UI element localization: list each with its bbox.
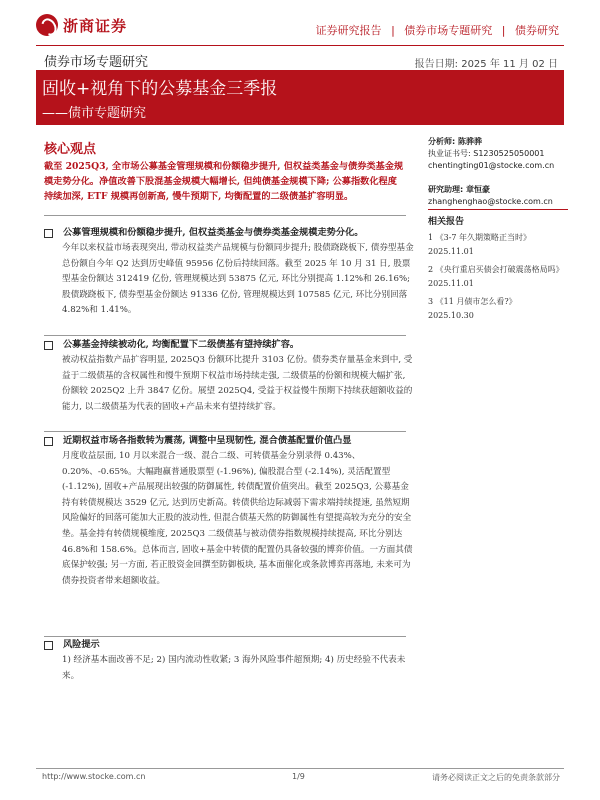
section-3-body: 月度收益层面, 10 月以来混合一级、混合二级、可转债基金分别录得 0.43%、0.20%、-0.65%。大幅跑赢普通股票型 (-1.96%), 偏股混合型 (-2.14%), 灵活配置型 (-1.12%), 固收+产品展现出较强的防御属性, 转债配置价值突出。截至 2025Q3, 公募基金持有转债规模达 3529 亿元, 达到历史新高。转债供给边际减弱下需求端持续提速, 虽然短期风险偏好的回落可能加大正股的波动性, 但混合债基天然的防御属性有望提高较为充分的安全垫。基金持有转债规模维度, 2025Q3 二级债基与被动债券指数规模持续提高, 环比分别达 46.8%和 158.6%。总体而言, 固收+基金中转债的配置仍具备较强的博弈价值。一方面其债底保护较强; 另一方面, 若正股资金回撰至防御板块, 基本面催化或条款博弈再落地, 未来可为债券投资者带来超额收益。 [62,451,413,586]
section-divider-1 [44,335,406,336]
section-2-heading [44,338,414,352]
checkbox-icon [44,341,53,350]
section-1-body: 今年以来权益市场表现突出, 带动权益类产品规模与份额同步提升; 股债跷跷板下, 债券型基金总份额自今年 Q2 达到历史峰值 95956 亿份后持续回落。截至 2025 年 10 月 31 日, 股票型基金份额达 312419 亿份, 管理规模达到 53875 亿元, 环比分别提高 1.12%和 26.16%; 股债跷跷板下, 债券型基金份额达 91336 亿份, 管理规模达到 107585 亿元, 环比分别回落 4.82%和 1.41%。 [62,243,414,316]
related-reports-list [428,231,568,327]
summary-divider [44,215,406,216]
risk-heading [44,638,414,652]
related-report-date: 2025.11.01 [428,247,474,256]
related-report-title: 2 《央行重启买债会打破震荡格局吗》 [428,265,564,274]
footer-divider [36,768,564,769]
related-report-1[interactable] [428,231,568,259]
brand-logo-icon [36,14,58,36]
top-link-topic[interactable]: 债券市场专题研究 [404,24,493,37]
risk-heading-text: 风险提示 [63,639,100,650]
section-3-heading-text: 近期权益市场各指数转为震荡, 调整中呈现韧性, 混合债基配置价值凸显 [63,435,352,446]
page-number: 1/9 [292,772,305,781]
section-divider-3 [44,636,406,637]
analyst-email[interactable]: chentingting01@stocke.com.cn [428,161,555,170]
checkbox-icon [44,641,53,650]
core-summary: 截至 2025Q3, 全市场公募基金管理规模和份额稳步提升, 但权益类基金与债券类基金规模走势分化。净值改善下股混基金规模大幅增长, 但纯债基金规模下降; 公募指数化程度持续加深, ETF 规模再创新高, 慢牛预期下, 均衡配置的二级债基扩容明显。 [44,161,404,202]
top-link-report[interactable]: 证券研究报告 [315,24,382,37]
brand-name: 浙商证券 [63,16,128,35]
core-heading: 核心观点 [44,142,97,157]
header-divider [36,45,564,46]
footer-url[interactable]: http://www.stocke.com.cn [42,772,146,781]
report-date: 报告日期: 2025 年 11 月 02 日 [414,59,558,70]
section-divider-2 [44,431,406,432]
title-banner [36,70,564,125]
analyst-name: 分析师: 陈骅骅 [428,137,482,146]
top-link-bond[interactable]: 债券研究 [515,24,559,37]
related-report-3[interactable] [428,295,568,323]
related-report-title: 1 《3-7 年久期策略正当时》 [428,233,532,242]
top-links: 证券研究报告 | 债券市场专题研究 | 债券研究 [315,24,559,37]
sidebar-divider [428,209,568,210]
report-subtitle: ——债市专题研究 [42,106,147,121]
assistant-email[interactable]: zhanghenghao@stocke.com.cn [428,197,553,206]
section-1-heading [44,226,414,240]
risk-body: 1) 经济基本面改善不足; 2) 国内流动性收紧; 3 海外风险事件超预期; 4) 历史经验不代表未来。 [62,655,406,681]
section-2-heading-text: 公募基金持续被动化, 均衡配置下二级债基有望持续扩容。 [63,339,300,350]
assistant-name: 研究助理: 章恒豪 [428,185,490,194]
section-1-heading-text: 公募管理规模和份额稳步提升, 但权益类基金与债券类基金规模走势分化。 [63,227,364,238]
report-category: 债券市场专题研究 [44,55,149,70]
checkbox-icon [44,229,53,238]
analyst-cert: 执业证书号: S1230525050001 [428,149,545,158]
brand-logo [36,14,127,36]
related-report-date: 2025.10.30 [428,311,474,320]
related-report-2[interactable] [428,263,568,291]
analyst-info [428,136,568,208]
report-title: 固收+视角下的公募基金三季报 [42,79,278,99]
related-report-title: 3 《11 月债市怎么看?》 [428,297,517,306]
section-3-heading [44,434,414,448]
related-reports-title: 相关报告 [428,217,465,227]
section-2-body: 被动权益指数产品扩容明显, 2025Q3 份额环比提升 3103 亿份。债券类存量基金来到中, 受益于二级债基的含权属性和慢牛预期下权益市场持续走强, 二级债基的份额和规模大幅扩张, 份额较 2025Q2 上升 3847 亿份。展望 2025Q4, 受益于权益慢牛预期下持续获超额收益的能力, 以二级债基为代表的固收+产品未来有望持续扩容。 [62,355,413,412]
checkbox-icon [44,437,53,446]
related-report-date: 2025.11.01 [428,279,474,288]
footer-disclaimer: 请务必阅读正文之后的免责条款部分 [432,773,560,782]
